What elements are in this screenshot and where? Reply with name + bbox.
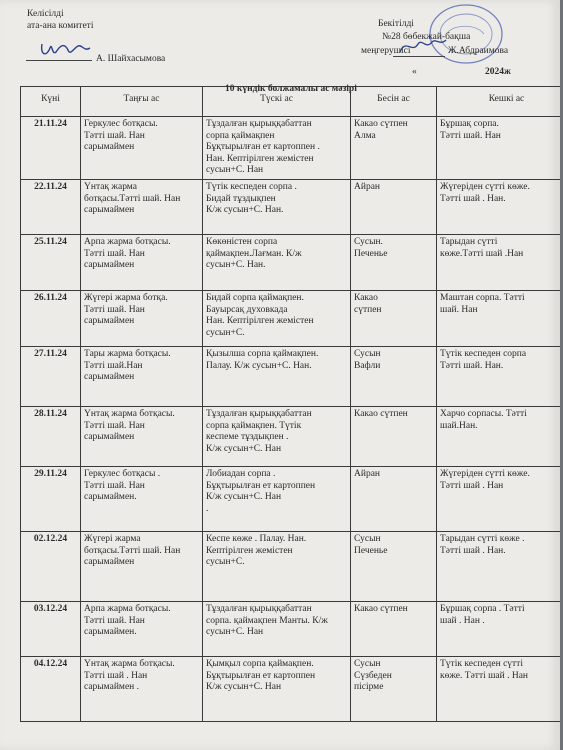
snack-text: Айран xyxy=(354,468,380,479)
signature-line-left xyxy=(26,60,92,61)
dinner-cell xyxy=(437,531,561,601)
breakfast-cell xyxy=(81,531,203,601)
signature-line-right xyxy=(393,56,445,57)
snack-text: Сусын Сүзбеден пісірме xyxy=(354,658,392,693)
table-row xyxy=(21,601,561,656)
column-header-lunch: Түскі ас xyxy=(203,87,351,117)
dinner-text: Түтік кеспеден сорпа Тәтті шай. Нан. xyxy=(440,348,527,371)
dinner-cell xyxy=(437,346,561,406)
day-date: 26.11.24 xyxy=(21,290,81,346)
table-row xyxy=(21,179,561,234)
dinner-cell xyxy=(437,406,561,466)
breakfast-text: Үнтақ жарма ботқасы. Тәтті шай. Нан сарымаймен xyxy=(84,408,175,443)
day-date: 25.11.24 xyxy=(21,234,81,290)
dinner-text: Жүгеріден сүтті көже. Тәтті шай . Нан xyxy=(440,468,530,491)
lunch-cell xyxy=(203,466,351,531)
lunch-cell xyxy=(203,656,351,721)
approval-right-line2: №28 бөбекжай-бақша xyxy=(382,32,471,42)
dinner-cell xyxy=(437,117,561,180)
dinner-cell xyxy=(437,656,561,721)
breakfast-cell xyxy=(81,466,203,531)
dinner-text: Бұршақ сорпа. Тәтті шай. Нан xyxy=(440,119,501,141)
breakfast-cell xyxy=(81,601,203,656)
dinner-cell xyxy=(437,601,561,656)
day-date: 27.11.24 xyxy=(21,346,81,406)
lunch-cell xyxy=(203,531,351,601)
table-header-row xyxy=(21,87,561,117)
lunch-text: Көкөністен сорпа қаймақпен.Лағман. К/ж сусын+С. Нан. xyxy=(206,236,302,271)
table-row xyxy=(21,531,561,601)
breakfast-text: Арпа жарма ботқасы. Тәтті шай. Нан сарымаймен xyxy=(84,236,171,271)
breakfast-cell xyxy=(81,234,203,290)
day-date: 21.11.24 xyxy=(21,117,81,180)
breakfast-cell xyxy=(81,656,203,721)
snack-cell xyxy=(351,531,437,601)
breakfast-text: Тары жарма ботқасы. Тәтті шай.Нан сарымаймен xyxy=(84,348,171,383)
snack-cell xyxy=(351,601,437,656)
snack-text: Айран xyxy=(354,181,380,192)
lunch-text: Тұздалған қырыққабаттан сорпа. қаймақпен Манты. К/ж сусын+С. Нан xyxy=(206,603,328,638)
dinner-text: Харчо сорпасы. Тәтті шай.Нан. xyxy=(440,408,527,431)
lunch-text: Кеспе көже . Палау. Нан. Кептірілген жемістен сусын+С. xyxy=(206,533,307,568)
approval-left-line2: ата-ана комитеті xyxy=(27,21,94,31)
breakfast-text: Жүгері жарма ботқа. Тәтті шай. Нан сарымаймен xyxy=(84,292,168,327)
day-date: 22.11.24 xyxy=(21,179,81,234)
lunch-cell xyxy=(203,179,351,234)
lunch-cell xyxy=(203,234,351,290)
breakfast-cell xyxy=(81,179,203,234)
dinner-cell xyxy=(437,234,561,290)
snack-cell xyxy=(351,406,437,466)
snack-text: Сусын. Печенье xyxy=(354,236,388,259)
lunch-cell xyxy=(203,290,351,346)
snack-cell xyxy=(351,466,437,531)
snack-cell xyxy=(351,234,437,290)
day-date: 02.12.24 xyxy=(21,531,81,601)
approval-left-line1: Келісілді xyxy=(27,9,64,19)
dinner-cell xyxy=(437,179,561,234)
breakfast-text: Жүгері жарма ботқасы.Тәтті шай. Нан сарымаймен xyxy=(84,533,181,568)
table-row xyxy=(21,346,561,406)
column-header-date: Күні xyxy=(21,87,81,117)
approval-date-year: 2024ж xyxy=(485,67,511,77)
dinner-text: Түтік кеспеден сүтті көже. Тәтті шай . Нан xyxy=(440,658,529,681)
lunch-text: Тұздалған қырыққабаттан сорпа қаймақпен Бұқтырылған ет картоппен . Нан. Кептірілген жемістен сусын+С. Нан xyxy=(206,119,320,176)
snack-text: Какао сүтпен xyxy=(354,603,408,614)
lunch-text: Қымқыл сорпа қаймақпен. Бұқтырылған ет картоппен К/ж сусын+С. Нан xyxy=(206,658,316,693)
table-row xyxy=(21,290,561,346)
approval-right-name: Ж.Абдраимова xyxy=(448,46,509,56)
lunch-text: Бидай сорпа қаймақпен. Бауырсақ духовкада Нан. Кептірілген жемістен сусын+С. xyxy=(206,292,314,338)
table-row xyxy=(21,656,561,721)
dinner-cell xyxy=(437,466,561,531)
table-row xyxy=(21,406,561,466)
lunch-cell xyxy=(203,117,351,180)
breakfast-text: Үнтақ жарма ботқасы. Тәтті шай . Нан сарымаймен . xyxy=(84,658,175,693)
lunch-text: Тұздалған қырыққабаттан сорпа қаймақпен. Түтік кеспеме тұздықпен . К/ж сусын+С. Нан xyxy=(206,408,312,454)
lunch-cell xyxy=(203,406,351,466)
lunch-text: Қызылша сорпа қаймақпен. Палау. К/ж сусын+С. Нан. xyxy=(206,348,319,371)
snack-cell xyxy=(351,179,437,234)
breakfast-text: Үнтақ жарма ботқасы.Тәтті шай. Нан сарымаймен xyxy=(84,181,181,216)
column-header-breakfast: Таңғы ас xyxy=(81,87,203,117)
approval-right-line1: Бекітілді xyxy=(378,19,414,29)
dinner-cell xyxy=(437,290,561,346)
snack-cell xyxy=(351,346,437,406)
breakfast-cell xyxy=(81,406,203,466)
snack-text: Какао сүтпен xyxy=(354,292,382,315)
day-date: 29.11.24 xyxy=(21,466,81,531)
snack-text: Какао сүтпен Алма xyxy=(354,119,408,141)
menu-title: 10 күндік болжамалы ас мәзірі xyxy=(225,84,357,94)
breakfast-text: Геркулес ботқасы . Тәтті шай. Нан сарымаймен. xyxy=(84,468,161,503)
lunch-text: Лобиадан сорпа . Бұқтырылған ет картоппен К/ж сусын+С. Нан . xyxy=(206,468,316,514)
lunch-cell xyxy=(203,601,351,656)
dinner-text: Бұршақ сорпа . Тәтті шай . Нан . xyxy=(440,603,525,626)
dinner-text: Тарыдан сүтті көже.Тәтті шай .Нан xyxy=(440,236,524,259)
approval-date-quote: « xyxy=(412,67,417,77)
snack-text: Сусын Печенье xyxy=(354,533,388,556)
breakfast-cell xyxy=(81,290,203,346)
dinner-text: Жүгеріден сүтті көже. Тәтті шай . Нан. xyxy=(440,181,530,204)
approval-right-line3: меңгерушісі xyxy=(361,46,411,56)
lunch-cell xyxy=(203,346,351,406)
breakfast-cell xyxy=(81,117,203,180)
day-date: 03.12.24 xyxy=(21,601,81,656)
menu-table xyxy=(20,86,560,722)
table-row xyxy=(21,117,561,180)
column-header-dinner: Кешкі ас xyxy=(437,87,561,117)
breakfast-cell xyxy=(81,346,203,406)
snack-cell xyxy=(351,656,437,721)
breakfast-text: Геркулес ботқасы. Тәтті шай. Нан сарымаймен xyxy=(84,119,158,153)
snack-text: Сусын Вафли xyxy=(354,348,381,371)
table-row xyxy=(21,234,561,290)
snack-cell xyxy=(351,117,437,180)
dinner-text: Маштан сорпа. Тәтті шай. Нан xyxy=(440,292,525,315)
dinner-text: Тарыдан сүтті көже . Тәтті шай . Нан. xyxy=(440,533,525,556)
lunch-text: Түтік кеспеден сорпа . Бидай тұздықпен К/ж сусын+С. Нан. xyxy=(206,181,297,216)
breakfast-text: Арпа жарма ботқасы. Тәтті шай. Нан сарымаймен. xyxy=(84,603,171,638)
table-row xyxy=(21,466,561,531)
snack-text: Какао сүтпен xyxy=(354,408,408,419)
day-date: 04.12.24 xyxy=(21,656,81,721)
column-header-snack: Бесін ас xyxy=(351,87,437,117)
snack-cell xyxy=(351,290,437,346)
day-date: 28.11.24 xyxy=(21,406,81,466)
approval-left-name: А. Шайхасымова xyxy=(96,54,166,64)
